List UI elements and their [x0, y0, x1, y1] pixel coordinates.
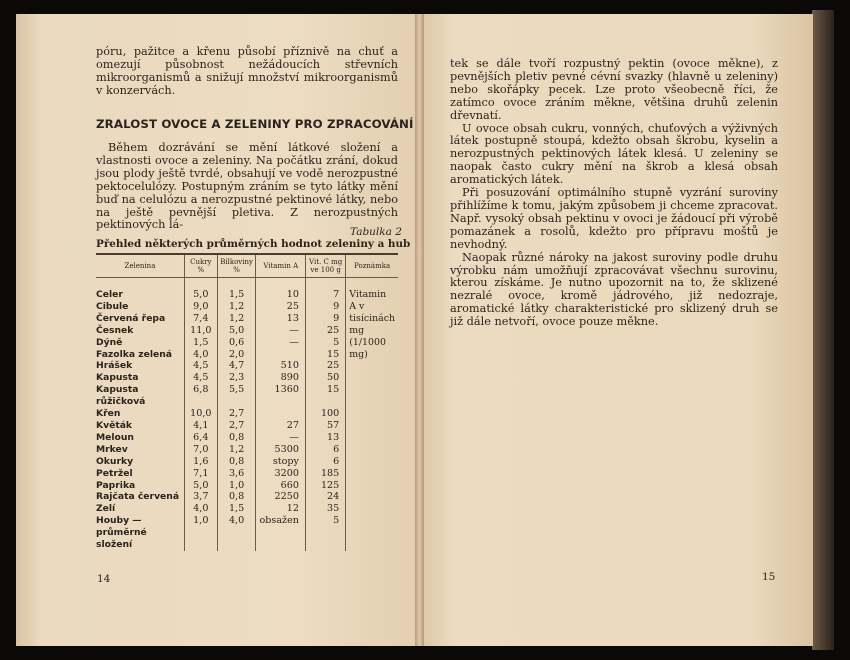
vitamin-c-cell: 6 [305, 456, 345, 468]
sugar-cell: 7,4 [184, 313, 217, 325]
vitamin-a-cell: 890 [256, 372, 305, 384]
sugar-cell: 4,1 [184, 420, 217, 432]
table-row [96, 278, 398, 301]
vegetable-cell: Květák [96, 419, 133, 431]
protein-cell: 1,2 [217, 301, 256, 313]
sugar-cell: 4,5 [184, 372, 217, 384]
vitamin-a-cell: 2250 [256, 491, 305, 503]
vitamin-c-cell: 50 [305, 372, 345, 384]
vegetable-table [96, 253, 398, 551]
table-title: Přehled některých průměrných hodnot zeleniny a hub [96, 238, 411, 250]
vegetable-cell: Houby — průměrné složení [96, 515, 147, 551]
table-label: Tabulka 2 [350, 226, 402, 238]
protein-cell: 5,5 [217, 384, 256, 408]
right-paragraph-1: tek se dále tvoří rozpustný pektin (ovoce měkne), z pevnějších pletiv pevné cévní svazky (hlavně u zeleniny) nebo skořápky pecek. Lze proto všeobecně říci, že zatímco ovoce zráním měkne, většina druhů zelenin dřevnatí. [450, 57, 778, 122]
sugar-cell: 1,6 [184, 456, 217, 468]
sugar-cell: 4,0 [184, 349, 217, 361]
vitamin-c-cell: 57 [305, 420, 345, 432]
vitamin-c-cell: 185 [305, 468, 345, 480]
vitamin-a-cell: 510 [256, 360, 305, 372]
protein-cell: 0,8 [217, 491, 256, 503]
vegetable-cell: Petržel [96, 467, 133, 479]
protein-cell: 1,2 [217, 313, 256, 325]
vitamin-a-cell: 660 [256, 480, 305, 492]
vegetable-cell: Hrášek [96, 360, 133, 372]
right-paragraph-3: Při posuzování optimálního stupně vyzrání suroviny přihlížíme k tomu, jakým způsobem ji chceme zpracovat. Např. vysoký obsah pektinu v ovoci je žádoucí při výrobě pomazánek a rosolů, kdežto pro přípravu moštů je nevhodný. [450, 186, 778, 251]
sugar-cell: 1,0 [184, 515, 217, 551]
protein-cell: 0,8 [217, 456, 256, 468]
vegetable-cell: Mrkev [96, 443, 128, 455]
header-note: Poznámka [346, 254, 398, 278]
sugar-cell: 6,4 [184, 432, 217, 444]
right-text [450, 58, 778, 329]
header-vegetable: Zelenina [96, 254, 184, 278]
vitamin-a-cell: — [256, 337, 305, 349]
vitamin-c-cell: 100 [305, 408, 345, 420]
protein-cell: 3,6 [217, 468, 256, 480]
book-spine [415, 14, 424, 646]
vitamin-a-cell: obsažen [256, 515, 305, 551]
sugar-cell: 1,5 [184, 337, 217, 349]
vegetable-cell: Dýně [96, 336, 123, 348]
vitamin-c-cell: 9 [305, 301, 345, 313]
protein-cell: 0,8 [217, 432, 256, 444]
vegetable-cell: Cibule [96, 300, 129, 312]
vitamin-a-cell: — [256, 432, 305, 444]
vitamin-c-cell: 7 [305, 278, 345, 301]
vegetable-cell: Paprika [96, 479, 136, 491]
vitamin-c-cell: 5 [305, 337, 345, 349]
vitamin-c-cell: 15 [305, 384, 345, 408]
left-paragraph: Během dozrávání se mění látkové složení a vlastnosti ovoce a zeleniny. Na počátku zrání, dokud jsou plody ještě tvrdé, obsahují ve vodě nerozpustné pektocelulózy. Postupným zráním se tyto látky mění buď na celulózu a nerozpustné pektinové látky, nebo na ještě pevnější pletiva. Z nerozpustných pektinových lá- [96, 141, 398, 232]
header-protein: Bílkoviny % [217, 254, 256, 278]
vitamin-a-cell: 3200 [256, 468, 305, 480]
vitamin-a-cell: stopy [256, 456, 305, 468]
header-sugar: Cukry % [184, 254, 217, 278]
table-header-row [96, 254, 398, 278]
protein-cell: 2,3 [217, 372, 256, 384]
vitamin-c-cell: 35 [305, 503, 345, 515]
vitamin-a-cell [256, 349, 305, 361]
vegetable-cell: Celer [96, 289, 123, 300]
right-paragraph-4: Naopak různé nároky na jakost suroviny podle druhu výrobku nám umožňují zpracovávat všechnu surovinu, kterou získáme. Je nutno upozornit na to, že sklizené nezralé ovoce, kromě jádrového, již nedozraje, aromatické látky charakteristické pro sklizený druh se již dále netvoří, ovoce pouze měkne. [450, 250, 778, 329]
note-cell: Vitamin A v tisícinách mg (1/1000 mg) [346, 278, 398, 551]
page-number-left: 14 [97, 573, 111, 585]
book-edge-shadow [812, 10, 834, 650]
vitamin-a-cell: 25 [256, 301, 305, 313]
protein-cell: 1,0 [217, 480, 256, 492]
sugar-cell: 5,0 [184, 278, 217, 301]
sugar-cell: 7,1 [184, 468, 217, 480]
vegetable-cell: Okurky [96, 455, 134, 467]
sugar-cell: 10,0 [184, 408, 217, 420]
vegetable-cell: Rajčata červená [96, 491, 180, 503]
protein-cell: 4,0 [217, 515, 256, 551]
vitamin-a-cell: 27 [256, 420, 305, 432]
vitamin-a-cell: 10 [256, 278, 305, 301]
vitamin-c-cell: 13 [305, 432, 345, 444]
vitamin-c-cell: 25 [305, 360, 345, 372]
sugar-cell: 9,0 [184, 301, 217, 313]
sugar-cell: 4,5 [184, 360, 217, 372]
page-number-right: 15 [762, 571, 776, 583]
vitamin-a-cell: 5300 [256, 444, 305, 456]
vegetable-cell: Červená řepa [96, 312, 166, 324]
vegetable-cell: Křen [96, 408, 121, 420]
sugar-cell: 3,7 [184, 491, 217, 503]
vegetable-cell: Kapusta růžičková [96, 384, 146, 408]
vitamin-a-cell: 13 [256, 313, 305, 325]
vegetable-cell: Zelí [96, 503, 116, 515]
vitamin-c-cell: 15 [305, 349, 345, 361]
header-vitamin-a: Vitamin A [256, 254, 305, 278]
vitamin-c-cell: 25 [305, 325, 345, 337]
vegetable-cell: Česnek [96, 324, 134, 336]
sugar-cell: 7,0 [184, 444, 217, 456]
vitamin-c-cell: 125 [305, 480, 345, 492]
vitamin-c-cell: 5 [305, 515, 345, 551]
right-paragraph-2: U ovoce obsah cukru, vonných, chuťových a výživných látek postupně stoupá, kdežto obsah škrobu, kyselin a nerozpustných pektinových látek klesá. U zeleniny se naopak často cukry mění na škrob a klesá obsah aromatických látek. [450, 121, 778, 187]
vegetable-cell: Fazolka zelená [96, 348, 172, 360]
vegetable-cell: Meloun [96, 431, 134, 443]
protein-cell: 1,5 [217, 278, 256, 301]
sugar-cell: 5,0 [184, 480, 217, 492]
protein-cell: 4,7 [217, 360, 256, 372]
protein-cell: 0,6 [217, 337, 256, 349]
section-heading: ZRALOST OVOCE A ZELENINY PRO ZPRACOVÁNÍ [96, 117, 414, 131]
vegetable-cell: Kapusta [96, 372, 139, 384]
sugar-cell: 4,0 [184, 503, 217, 515]
header-vitamin-c: Vit. C mg ve 100 g [305, 254, 345, 278]
protein-cell: 5,0 [217, 325, 256, 337]
protein-cell: 2,0 [217, 349, 256, 361]
sugar-cell: 11,0 [184, 325, 217, 337]
protein-cell: 2,7 [217, 408, 256, 420]
sugar-cell: 6,8 [184, 384, 217, 408]
vitamin-a-cell [256, 408, 305, 420]
vitamin-a-cell: 1360 [256, 384, 305, 408]
vitamin-c-cell: 9 [305, 313, 345, 325]
protein-cell: 2,7 [217, 420, 256, 432]
vitamin-c-cell: 24 [305, 491, 345, 503]
protein-cell: 1,2 [217, 444, 256, 456]
protein-cell: 1,5 [217, 503, 256, 515]
vitamin-c-cell: 6 [305, 444, 345, 456]
left-intro-text: póru, pažitce a křenu působí příznivě na chuť a omezují působnost nežádoucích střevních mikroorganismů a snižují množství mikroorganismů v konzervách. [96, 45, 398, 97]
vitamin-a-cell: — [256, 325, 305, 337]
vitamin-a-cell: 12 [256, 503, 305, 515]
